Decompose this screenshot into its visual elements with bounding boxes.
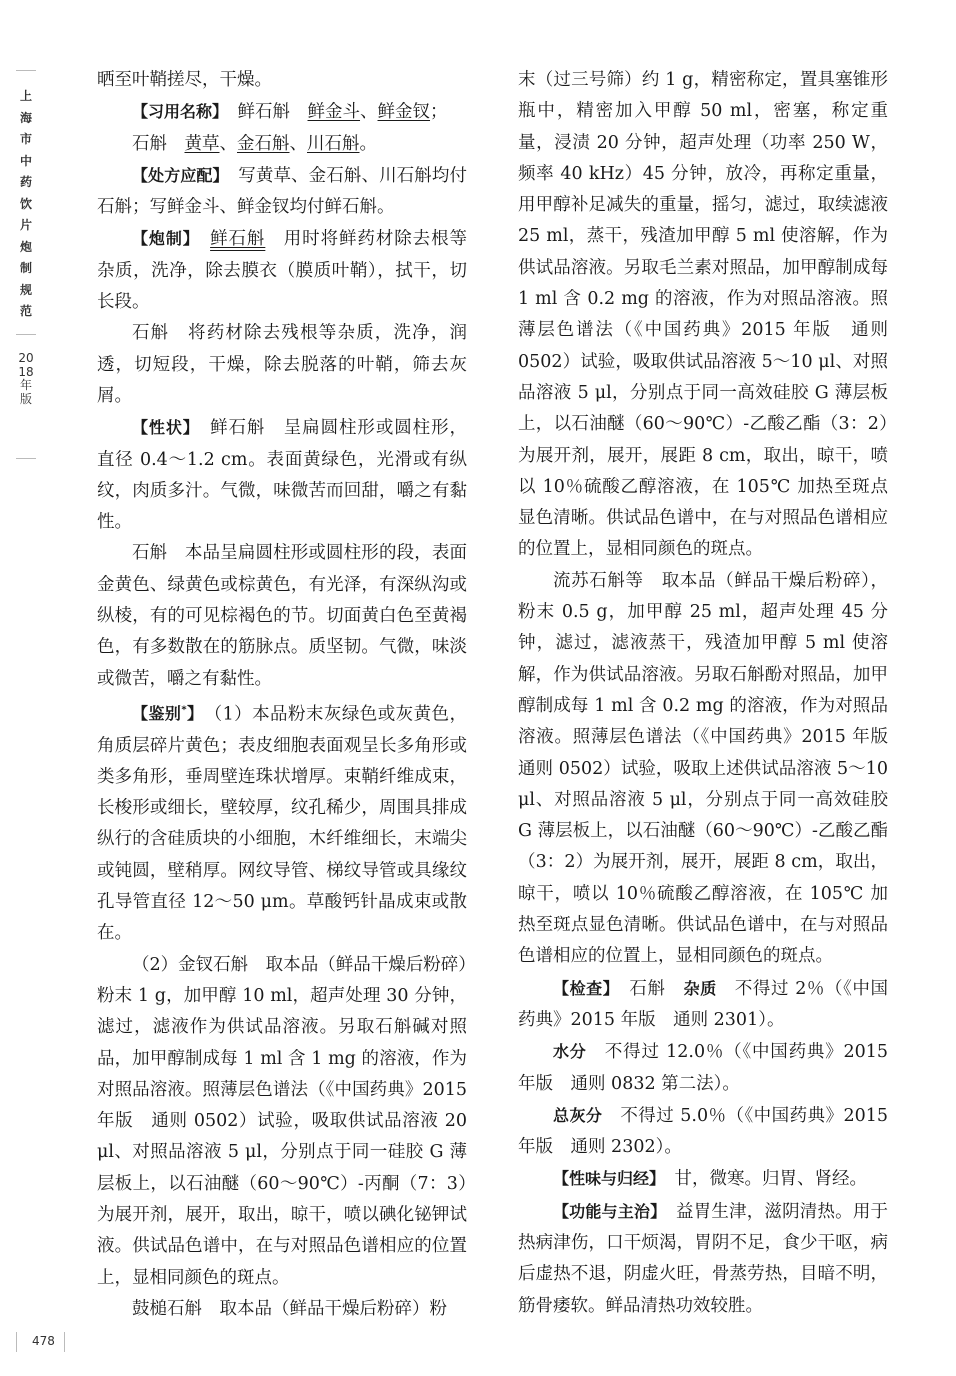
section-heading-identification: 【鉴别*】 <box>132 704 196 724</box>
paragraph-customary-names-dried: 石斛 黄草、金石斛、川石斛。 <box>132 133 377 154</box>
section-heading-characteristics: 【性状】 <box>132 418 192 438</box>
sidebar-rule-top <box>16 70 36 71</box>
paragraph-drying-end: 晒至叶鞘搓尽，干燥。 <box>97 70 272 90</box>
section-heading-inspection: 【检查】 <box>553 978 612 998</box>
right-column <box>518 65 906 1322</box>
paragraph-identification-4: 流苏石斛等 取本品（鲜品干燥后粉碎），粉末 0.5 g，加甲醇 25 ml，超声处理 45 分钟，滤过，滤液蒸干，残渣加甲醇 5 ml 使溶解，作为供试品溶液。另取石斛酚对照品，加甲醇制成每 1 ml 含 0.2 mg 的溶液，作为对照品溶液。照薄层色谱法（《中国药典》2015 年版 通则 0502）试验，吸取上述供试品溶液 5～10 μl、对照品溶液 5 μl，分别点于同一高效硅胶 G 薄层板上，以石油醚（60～90℃）-乙酸乙酯（3：2）为展开剂，展开，展距 8 cm，取出，晾干，喷以 10％硫酸乙醇溶液，在 105℃ 加热至斑点显色清晰。供试品色谱中，在与对照品色谱相应的位置上，显相同颜色的斑点。 <box>518 570 906 967</box>
section-heading-nature-meridian: 【性味与归经】 <box>553 1169 658 1189</box>
paragraph-total-ash: 总灰分 不得过 5.0％（《中国药典》2015 年版 通则 2302）。 <box>518 1105 888 1158</box>
paragraph-function-indication: 【功能与主治】 益胃生津，滋阴清热。用于热病津伤，口干烦渴，胃阴不足，食少干呕，病后虚热不退，阴虚火旺，骨蒸劳热，目暗不明，筋骨痿软。鲜品清热功效较胜。 <box>518 1201 888 1316</box>
left-column <box>97 65 467 1325</box>
paragraph-characteristics: 【性状】 鲜石斛 呈扁圆柱形或圆柱形，直径 0.4～1.2 cm。表面黄绿色，光滑或有纵纹，肉质多汁。气微，味微苦而回甜，嚼之有黏性。 <box>97 418 467 533</box>
page-number: 478 <box>32 1334 55 1348</box>
paragraph-identification-3-start: 鼓槌石斛 取本品（鲜品干燥后粉碎）粉 <box>132 1298 447 1319</box>
paragraph-identification-3-cont: 末（过三号筛）约 1 g，精密称定，置具塞锥形瓶中，精密加入甲醇 50 ml，密塞，称定重量，浸渍 20 分钟，超声处理（功率 250 W，频率 40 kHz）45 分钟，放冷，再称定重量，用甲醇补足减失的重量，摇匀，滤过，取续滤液 25 ml，蒸干，残渣加甲醇 5 ml 使溶解，作为供试品溶液。另取毛兰素对照品，加甲醇制成每 1 ml 含 0.2 mg 的溶液，作为对照品溶液。照薄层色谱法（《中国药典》2015 年版 通则 0502）试验，吸取供试品溶液 5～10 μl、对照品溶液 5 μl，分别点于同一高效硅胶 G 薄层板上，以石油醚（60～90℃）-乙酸乙酯（3：2）为展开剂，展开，展距 8 cm，取出，晾干，喷以 10％硫酸乙醇溶液，在 105℃ 加热至斑点显色清晰。供试品色谱中，在与对照品色谱相应的位置上，显相同颜色的斑点。 <box>518 70 888 560</box>
sidebar-rule-bottom <box>16 458 36 459</box>
sidebar-rule-middle <box>16 334 36 335</box>
paragraph-processing: 【炮制】 鲜石斛 用时将鲜药材除去根等杂质，洗净，除去膜衣（膜质叶鞘），拭干，切长段。 <box>97 229 468 313</box>
paragraph-customary-names: 【习用名称】 鲜石斛 鲜金斗、鲜金钗； <box>132 102 448 123</box>
paragraph-nature-meridian: 【性味与归经】 甘，微寒。归胃、肾经。 <box>553 1169 868 1190</box>
section-heading-processing: 【炮制】 <box>132 229 192 249</box>
section-heading-prescription: 【处方应配】 <box>132 165 221 185</box>
footer-rule-right <box>64 1332 65 1352</box>
section-heading-function-indication: 【功能与主治】 <box>553 1201 659 1221</box>
paragraph-moisture: 水分 不得过 12.0％（《中国药典》2015 年版 通则 0832 第二法）。 <box>518 1042 888 1094</box>
paragraph-characteristics-dried: 石斛 本品呈扁圆柱形或圆柱形的段，表面金黄色、绿黄色或棕黄色，有光泽，有深纵沟或纵棱，有的可见棕褐色的节。切面黄白色至黄褐色，有多数散在的筋脉点。质坚韧。气微，味淡或微苦，嚼之有黏性。 <box>97 543 467 689</box>
paragraph-inspection: 【检查】 石斛 杂质 不得过 2％（《中国药典》2015 年版 通则 2301）。 <box>518 978 888 1030</box>
paragraph-identification: 【鉴别*】 （1）本品粉末灰绿色或灰黄色，角质层碎片黄色；表皮细胞表面观呈长多角形或类多角形，垂周壁连珠状增厚。束鞘纤维成束，长梭形或细长，壁较厚，纹孔稀少，周围具排成纵行的含硅质块的小细胞，木纤维细长，末端尖或钝圆，壁稍厚。网纹导管、梯纹导管或具缘纹孔导管直径 12～50 μm。草酸钙针晶成束或散在。 <box>97 704 467 944</box>
section-heading-customary-names: 【习用名称】 <box>132 102 221 122</box>
paragraph-processing-dried: 石斛 将药材除去残根等杂质，洗净，润透，切短段，干燥，除去脱落的叶鞘，筛去灰屑。 <box>97 323 467 406</box>
paragraph-identification-2: （2）金钗石斛 取本品（鲜品干燥后粉碎）粉末 1 g，加甲醇 10 ml，超声处理 30 分钟，滤过，滤液作为供试品溶液。另取石斛碱对照品，加甲醇制成每 1 ml 含 1 mg 的溶液，作为对照品溶液。照薄层色谱法（《中国药典》2015 年版 通则 0502）试验，吸取供试品溶液 20 μl、对照品溶液 5 μl，分别点于同一硅胶 G 薄层板上，以石油醚（60～90℃）-丙酮（7：3）为展开剂，展开，取出，晾干，喷以碘化铋钾试液。供试品色谱中，在与对照品色谱相应的位置上，显相同颜色的斑点。 <box>97 954 467 1288</box>
paragraph-prescription: 【处方应配】 写黄草、金石斛、川石斛均付石斛；写鲜金斗、鲜金钗均付鲜石斛。 <box>97 165 467 218</box>
running-book-title: 上海市中药饮片炮制规范 <box>19 89 32 318</box>
running-edition-year: 2018年版 <box>18 351 34 406</box>
footer-rule-left <box>16 1332 17 1352</box>
